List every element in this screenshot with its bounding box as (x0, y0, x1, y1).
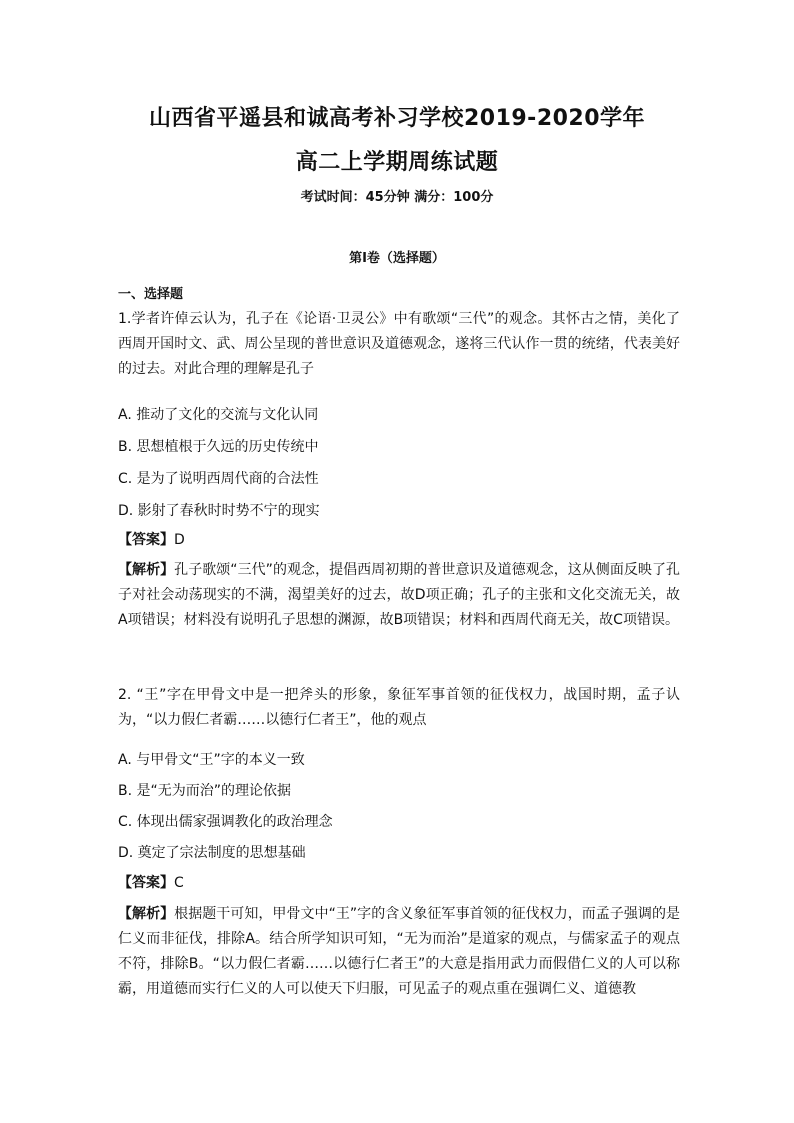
analysis-label: 【解析】 (118, 906, 175, 922)
section-title: 第I卷（选择题） (349, 251, 445, 266)
question-2-stem: 2. “王”字在甲骨文中是一把斧头的形象，象征军事首领的征伐权力，战国时期，孟子认为，“以力假仁者霸……以德行仁者王”，他的观点 (118, 687, 680, 728)
question-1-answer (118, 530, 680, 550)
question-1-analysis (118, 558, 680, 633)
question-1-option-a: A. 推动了文化的交流与文化认同 (118, 407, 319, 423)
question-2-option-d: D. 奠定了宗法制度的思想基础 (118, 845, 306, 861)
question-1-stem: 1.学者许倬云认为，孔子在《论语·卫灵公》中有歌颂“三代”的观念。其怀古之情，美化了西周开国时文、武、周公呈现的普世意识及道德观念，遂将三代认作一贯的统绪，代表美好的过去。对此合理的理解是孔子 (118, 311, 680, 377)
question-2-option-c: C. 体现出儒家强调教化的政治理念 (118, 814, 333, 830)
exam-info: 考试时间：45分钟 满分：100分 (300, 190, 494, 205)
question-2-option-a: A. 与甲骨文“王”字的本义一致 (118, 752, 305, 768)
document-title-line2: 高二上学期周练试题 (295, 150, 499, 175)
answer-label: 【答案】 (118, 532, 174, 548)
question-2-analysis (118, 902, 680, 1002)
answer-label: 【答案】 (118, 875, 174, 891)
analysis-text: 孔子歌颂“三代”的观念，提倡西周初期的普世意识及道德观念，这从侧面反映了孔子对社会动荡现实的不满，渴望美好的过去，故D项正确；孔子的主张和文化交流无关，故A项错误；材料没有说明孔子思想的渊源，故B项错误；材料和西周代商无关，故C项错误。 (118, 562, 680, 628)
analysis-text: 根据题干可知，甲骨文中“王”字的含义象征军事首领的征伐权力，而孟子强调的是仁义而非征伐，排除A。结合所学知识可知，“无为而治”是道家的观点，与儒家孟子的观点不符，排除B。“以力假仁者霸……以德行仁者王”的大意是指用武力而假借仁义的人可以称霸，用道德而实行仁义的人可以使天下归服，可见孟子的观点重在强调仁义、道德教 (118, 906, 680, 997)
question-2-option-b: B. 是“无为而治”的理论依据 (118, 783, 292, 799)
question-1-option-b: B. 思想植根于久远的历史传统中 (118, 439, 319, 455)
document-title-line1: 山西省平遥县和诚高考补习学校2019-2020学年 (148, 106, 646, 131)
question-1-option-d: D. 影射了春秋时时势不宁的现实 (118, 503, 320, 519)
question-2-answer (118, 873, 680, 893)
question-1-option-c: C. 是为了说明西周代商的合法性 (118, 471, 319, 487)
analysis-label: 【解析】 (118, 562, 175, 578)
answer-value: C (174, 875, 184, 891)
part-heading: 一、选择题 (118, 287, 184, 302)
answer-value: D (174, 532, 185, 548)
